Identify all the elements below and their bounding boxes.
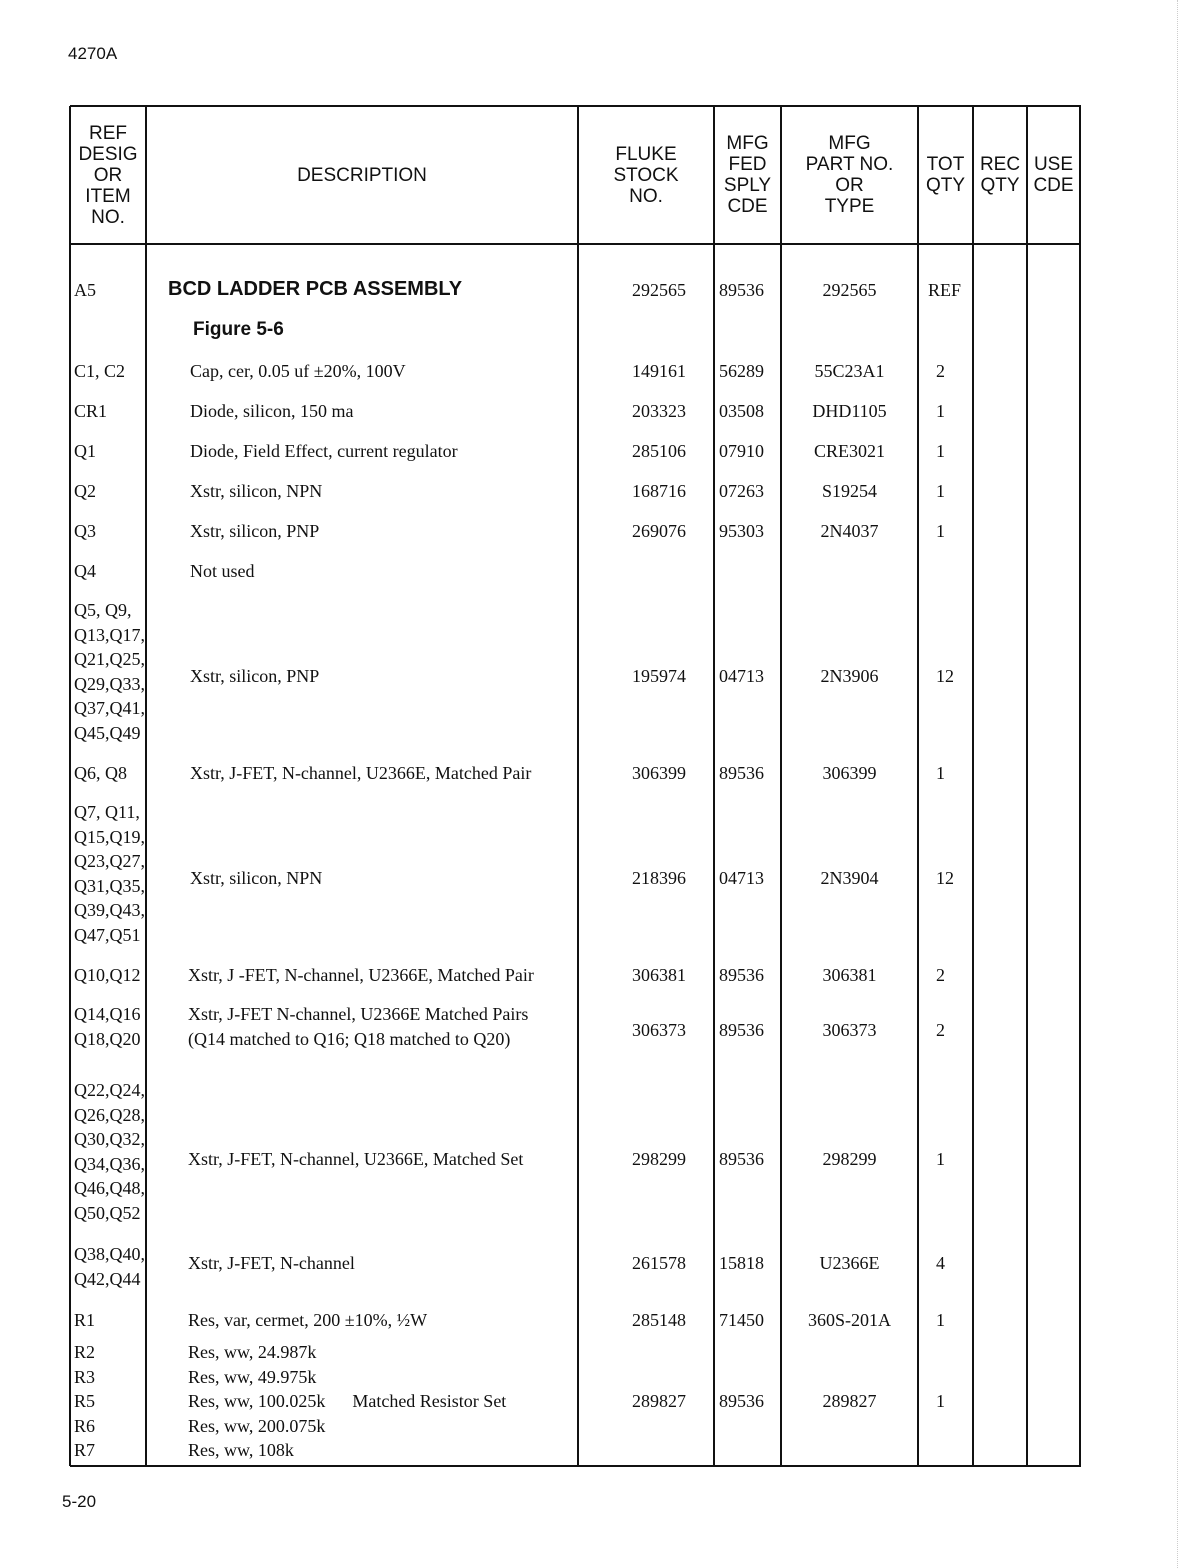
description: BCD LADDER PCB ASSEMBLY — [168, 278, 463, 300]
fluke-stock-no: 261578 — [632, 1253, 686, 1273]
ref-desig: A5 — [74, 280, 96, 300]
ref-desig: Q15,Q19, — [74, 826, 145, 847]
description: (Q14 matched to Q16; Q18 matched to Q20) — [188, 1028, 511, 1049]
mfg-part-no: 289827 — [822, 1391, 877, 1411]
mfg-fed-sply-cde: 56289 — [719, 361, 764, 381]
ref-desig: R2 — [74, 1342, 96, 1362]
mfg-part-no: 306381 — [822, 965, 877, 985]
fluke-stock-no: 218396 — [632, 868, 686, 888]
ref-desig: Q21,Q25, — [74, 649, 145, 669]
mfg-part-no: U2366E — [819, 1253, 880, 1273]
fluke-stock-no: 306373 — [632, 1020, 686, 1040]
fluke-stock-no: 306381 — [632, 965, 686, 985]
ref-desig: Q31,Q35, — [74, 875, 145, 896]
description: Xstr, J-FET, N-channel, U2366E, Matched Set — [188, 1149, 524, 1169]
description: Res, ww, 200.075k — [188, 1415, 326, 1436]
mfg-part-no: 2N3904 — [820, 868, 879, 888]
description: Xstr, silicon, NPN — [190, 868, 323, 888]
mfg-fed-sply-cde: 03508 — [719, 401, 764, 421]
header-mfg-fed-sply: MFG FED SPLY CDE — [723, 133, 772, 217]
fluke-stock-no: 149161 — [632, 361, 686, 381]
ref-desig: Q10,Q12 — [74, 965, 141, 985]
ref-desig: Q46,Q48, — [74, 1178, 145, 1198]
tot-qty: 1 — [936, 521, 945, 541]
column-divider — [69, 106, 71, 1466]
mfg-part-no: DHD1105 — [812, 401, 887, 421]
header-fluke-stock: FLUKE STOCK NO. — [613, 143, 679, 207]
row-divider — [70, 105, 1081, 107]
ref-desig: Q6, Q8 — [74, 763, 127, 783]
page-edge-binding — [1177, 0, 1200, 1568]
tot-qty: 1 — [936, 1149, 945, 1169]
mfg-part-no: 306399 — [822, 763, 877, 783]
mfg-fed-sply-cde: 89536 — [719, 1020, 764, 1040]
header-rec-qty: REC QTY — [979, 154, 1021, 196]
header-mfg-part-no: MFG PART NO. OR TYPE — [805, 133, 894, 217]
tot-qty: REF — [928, 280, 962, 300]
ref-desig: R6 — [74, 1415, 96, 1436]
fluke-stock-no: 203323 — [632, 401, 686, 421]
page-number: 5-20 — [62, 1492, 97, 1511]
mfg-fed-sply-cde: 71450 — [719, 1310, 764, 1330]
description: Res, ww, 24.987k — [188, 1342, 317, 1362]
mfg-fed-sply-cde: 89536 — [719, 965, 764, 985]
mfg-part-no: CRE3021 — [813, 441, 885, 461]
column-divider — [1026, 106, 1028, 1466]
ref-desig: Q2 — [74, 481, 96, 501]
ref-desig: Q13,Q17, — [74, 624, 145, 645]
ref-desig: Q38,Q40, — [74, 1244, 145, 1264]
mfg-fed-sply-cde: 89536 — [719, 763, 764, 783]
tot-qty: 12 — [936, 868, 954, 888]
tot-qty: 2 — [936, 1020, 945, 1040]
mfg-fed-sply-cde: 95303 — [719, 521, 764, 541]
mfg-fed-sply-cde: 04713 — [719, 666, 764, 686]
ref-desig: Q47,Q51 — [74, 924, 141, 945]
mfg-part-no: 2N4037 — [820, 521, 879, 541]
ref-desig: R1 — [74, 1310, 96, 1330]
tot-qty: 2 — [936, 965, 945, 985]
description: Xstr, J -FET, N-channel, U2366E, Matched Pair — [188, 965, 534, 985]
ref-desig: Q34,Q36, — [74, 1153, 145, 1174]
ref-desig: Q39,Q43, — [74, 900, 145, 920]
description: Xstr, J-FET, N-channel — [188, 1253, 355, 1273]
fluke-stock-no: 298299 — [632, 1149, 686, 1169]
header-description: DESCRIPTION — [297, 164, 427, 186]
column-divider — [972, 106, 974, 1466]
tot-qty: 1 — [936, 441, 945, 461]
header-use-cde: USE CDE — [1033, 154, 1074, 196]
ref-desig: R5 — [74, 1391, 96, 1411]
header-tot-qty: TOT QTY — [925, 154, 966, 196]
ref-desig: Q14,Q16 — [74, 1004, 141, 1024]
description: Figure 5-6 — [193, 319, 284, 340]
description: Res, ww, 49.975k — [188, 1366, 317, 1387]
ref-desig: Q30,Q32, — [74, 1129, 145, 1149]
ref-desig: R7 — [74, 1440, 96, 1460]
ref-desig: Q23,Q27, — [74, 851, 145, 871]
mfg-part-no: S19254 — [821, 481, 877, 501]
ref-desig: Q7, Q11, — [74, 802, 140, 822]
mfg-fed-sply-cde: 89536 — [719, 1391, 764, 1411]
tot-qty: 1 — [936, 481, 945, 501]
fluke-stock-no: 289827 — [632, 1391, 686, 1411]
mfg-fed-sply-cde: 15818 — [719, 1253, 764, 1273]
tot-qty: 1 — [936, 1391, 945, 1411]
mfg-fed-sply-cde: 04713 — [719, 868, 764, 888]
mfg-part-no: 360S-201A — [807, 1310, 891, 1330]
description: Not used — [190, 561, 255, 581]
tot-qty: 1 — [936, 401, 945, 421]
column-divider — [1079, 106, 1081, 1466]
fluke-stock-no: 285148 — [632, 1310, 686, 1330]
tot-qty: 1 — [936, 1310, 945, 1330]
mfg-fed-sply-cde: 89536 — [719, 1149, 764, 1169]
tot-qty: 1 — [936, 763, 945, 783]
column-divider — [713, 106, 715, 1466]
mfg-part-no: 2N3906 — [820, 666, 879, 686]
ref-desig: Q5, Q9, — [74, 600, 132, 620]
fluke-stock-no: 292565 — [632, 280, 686, 300]
description: Diode, Field Effect, current regulator — [190, 441, 458, 461]
ref-desig: Q42,Q44 — [74, 1268, 141, 1289]
fluke-stock-no: 285106 — [632, 441, 686, 461]
tot-qty: 12 — [936, 666, 954, 686]
model-number: 4270A — [68, 44, 118, 63]
mfg-part-no: 292565 — [822, 280, 877, 300]
column-divider — [145, 106, 147, 1466]
mfg-fed-sply-cde: 89536 — [719, 280, 764, 300]
ref-desig: R3 — [74, 1366, 96, 1387]
description: Res, ww, 108k — [188, 1440, 294, 1460]
mfg-part-no: 55C23A1 — [814, 361, 885, 381]
description: Xstr, J-FET, N-channel, U2366E, Matched Pair — [190, 763, 532, 783]
fluke-stock-no: 195974 — [632, 666, 686, 686]
description: Diode, silicon, 150 ma — [190, 401, 354, 421]
tot-qty: 4 — [936, 1253, 945, 1273]
description: Res, var, cermet, 200 ±10%, ½W — [188, 1310, 428, 1330]
mfg-part-no: 306373 — [822, 1020, 877, 1040]
ref-desig: Q22,Q24, — [74, 1080, 145, 1100]
description: Xstr, silicon, NPN — [190, 481, 323, 501]
description: Res, ww, 100.025k Matched Resistor Set — [188, 1391, 507, 1411]
ref-desig: Q4 — [74, 561, 96, 581]
tot-qty: 2 — [936, 361, 945, 381]
ref-desig: Q29,Q33, — [74, 673, 145, 694]
fluke-stock-no: 168716 — [632, 481, 686, 501]
row-divider — [70, 243, 1081, 245]
row-divider — [70, 1465, 1081, 1467]
fluke-stock-no: 269076 — [632, 521, 686, 541]
ref-desig: Q50,Q52 — [74, 1202, 141, 1223]
description: Xstr, silicon, PNP — [190, 666, 320, 686]
description: Xstr, J-FET N-channel, U2366E Matched Pairs — [188, 1004, 529, 1024]
mfg-fed-sply-cde: 07910 — [719, 441, 764, 461]
ref-desig: Q3 — [74, 521, 96, 541]
ref-desig: Q1 — [74, 441, 96, 461]
ref-desig: Q45,Q49 — [74, 722, 141, 743]
mfg-part-no: 298299 — [822, 1149, 877, 1169]
fluke-stock-no: 306399 — [632, 763, 686, 783]
mfg-fed-sply-cde: 07263 — [719, 481, 764, 501]
description: Cap, cer, 0.05 uf ±20%, 100V — [190, 361, 406, 381]
ref-desig: CR1 — [74, 401, 108, 421]
ref-desig: Q18,Q20 — [74, 1028, 141, 1049]
ref-desig: Q26,Q28, — [74, 1104, 145, 1125]
header-ref-desig: REF DESIG OR ITEM NO. — [78, 122, 138, 228]
ref-desig: Q37,Q41, — [74, 698, 145, 718]
ref-desig: C1, C2 — [74, 361, 126, 381]
description: Xstr, silicon, PNP — [190, 521, 320, 541]
